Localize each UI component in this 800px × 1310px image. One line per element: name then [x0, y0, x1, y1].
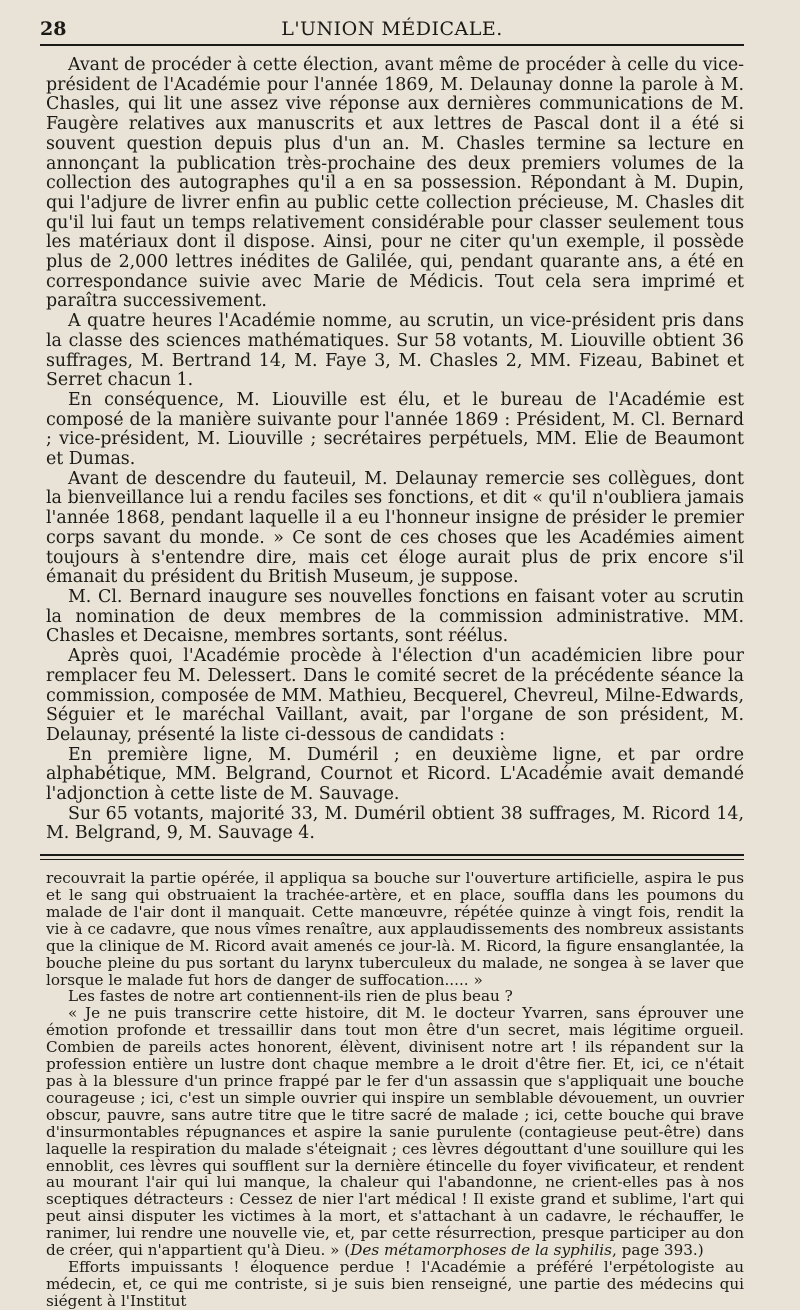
academy-report-section — [40, 56, 744, 844]
paragraph: Avant de procéder à cette élection, avant même de procéder à celle du vice-président de l'Académie pour l'année 1869, M. Delaunay donne la parole à M. Chasles, qui lit une assez vive réponse aux dernières communications de M. Faugère relatives aux manuscrits et aux lettres de Pascal dont il a été si souvent question depuis plus d'un an. M. Chasles termine sa lecture en annonçant la publication très-prochaine des deux premiers volumes de la collection des autographes qu'il a en sa possession. Répondant à M. Dupin, qui l'adjure de livrer enfin au public cette collection précieuse, M. Chasles dit qu'il lui faut un temps relativement considérable pour classer seulement tous les matériaux dont il dispose. Ainsi, pour ne citer qu'un exemple, il possède plus de 2,000 lettres inédites de Galilée, qui, pendant quarante ans, a été en correspondance suivie avec Marie de Médicis. Tout cela sera imprimé et paraîtra successivement. — [46, 55, 744, 312]
paragraph: Après quoi, l'Académie procède à l'élection d'un académicien libre pour remplacer feu M. Delessert. Dans le comité secret de la précédente séance la commission, composée de MM. Mathieu, Becquerel, Chevreul, Milne-Edwards, Séguier et le maréchal Vaillant, avait, par l'organe de son président, M. Delaunay, présenté la liste ci-dessous de candidats : — [46, 646, 744, 745]
paragraph: recouvrait la partie opérée, il appliqua sa bouche sur l'ouverture artificielle, aspira le pus et le sang qui obstruaient la trachée-artère, et en place, souffla dans les poumons du malade de l'air dont il manquait. Cette manœuvre, répétée quinze à vingt fois, rendit la vie à ce cadavre, que nous vîmes renaître, aux applaudissements des nombreux assistants que la clinique de M. Ricord avait amenés ce jour-là. M. Ricord, la figure ensanglantée, la bouche pleine du pus sortant du larynx tuberculeux du malade, ne songea à se laver que lorsque le malade fut hors de danger de suffocation..... » — [46, 869, 744, 989]
paragraph: Sur 65 votants, majorité 33, M. Duméril obtient 38 suffrages, M. Ricord 14, M. Belgrand, 9, M. Sauvage 4. — [46, 803, 744, 844]
feuilleton-section — [40, 870, 744, 1310]
citation-title: Des métamorphoses de la syphilis — [350, 1241, 612, 1260]
paragraph: Avant de descendre du fauteuil, M. Delaunay remercie ses collègues, dont la bienveillance lui a rendu faciles ses fonctions, et dit « qu'il n'oubliera jamais l'année 1868, pendant laquelle il a eu l'honneur insigne de présider le premier corps savant du monde. » Ce sont de ces choses que les Académies aiment toujours à s'entendre dire, mais cet éloge aurait plus de prix encore s'il émanait du président du British Museum, je suppose. — [46, 468, 744, 588]
paragraph: En conséquence, M. Liouville est élu, et le bureau de l'Académie est composé de la manière suivante pour l'année 1869 : Président, M. Cl. Bernard ; vice-président, M. Liouville ; secrétaires perpétuels, MM. Elie de Beaumont et Dumas. — [46, 389, 744, 470]
section-divider — [40, 854, 744, 860]
journal-title: L'UNION MÉDICALE. — [281, 18, 503, 40]
paragraph: En première ligne, M. Duméril ; en deuxième ligne, et par ordre alphabétique, MM. Belgrand, Cournot et Ricord. L'Académie avait demandé l'adjonction à cette liste de M. Sauvage. — [46, 744, 744, 805]
paragraph — [46, 1005, 744, 1259]
paragraph: A quatre heures l'Académie nomme, au scrutin, un vice-président pris dans la classe des sciences mathématiques. Sur 58 votants, M. Liouville obtient 36 suffrages, M. Bertrand 14, M. Faye 3, M. Chasles 2, MM. Fizeau, Babinet et Serret chacun 1. — [46, 311, 744, 391]
page-header — [40, 14, 744, 46]
paragraph: Les fastes de notre art contiennent-ils rien de plus beau ? — [68, 987, 513, 1006]
paragraph: M. Cl. Bernard inaugure ses nouvelles fonctions en faisant voter au scrutin la nomination de deux membres de la commission administrative. MM. Chasles et Decaisne, membres sortants, sont réélus. — [46, 586, 744, 647]
quote-text: « Je ne puis transcrire cette histoire, dit M. le docteur Yvarren, sans éprouver une émotion profonde et tressaillir dans tout mon être d'un secret, mais légitime orgueil. Combien de pareils actes honorent, élèvent, divinisent notre art ! ils répandent sur la profession entière un lustre dont chaque membre a le droit d'être fier. Et, ici, ce n'était pas à la blessure d'un prince frappé par le fer d'un assassin que s'appliquait une bouche courageuse ; ici, c'est un simple ouvrier qui inspire un semblable dévouement, un ouvrier obscur, pauvre, sans autre titre que le titre sacré de malade ; ici, cette bouche qui brave d'insurmontables répugnances et aspire la sanie purulente (contagieuse peut-être) dans laquelle la respiration du malade s'éteignait ; ces lèvres dégouttant d'une souillure qui les ennoblit, ces lèvres qui soufflent sur la dernière étincelle du foyer vivificateur, et rendent au mourant l'air qui lui manque, la chaleur qui l'abandonne, ne crient-elles pas à nos sceptiques détracteurs : Cessez de nier l'art médical ! Il existe grand et sublime, l'art qui peut ainsi disputer les victimes à la mort, et s'attachant à un cadavre, le réchauffer, le ranimer, lui rendre une nouvelle vie, et, par cette résurrection, presque participer au don de créer, qui n'appartient qu'à Dieu. » ( — [46, 1004, 744, 1260]
citation-page: , page 393.) — [611, 1241, 704, 1260]
page-number: 28 — [40, 18, 67, 40]
paragraph: Efforts impuissants ! éloquence perdue ! l'Académie a préféré l'erpétologiste au médecin, et, ce qui me contriste, si je suis bien renseigné, une partie des médecins qui siégent à l'Institut — [46, 1257, 744, 1310]
